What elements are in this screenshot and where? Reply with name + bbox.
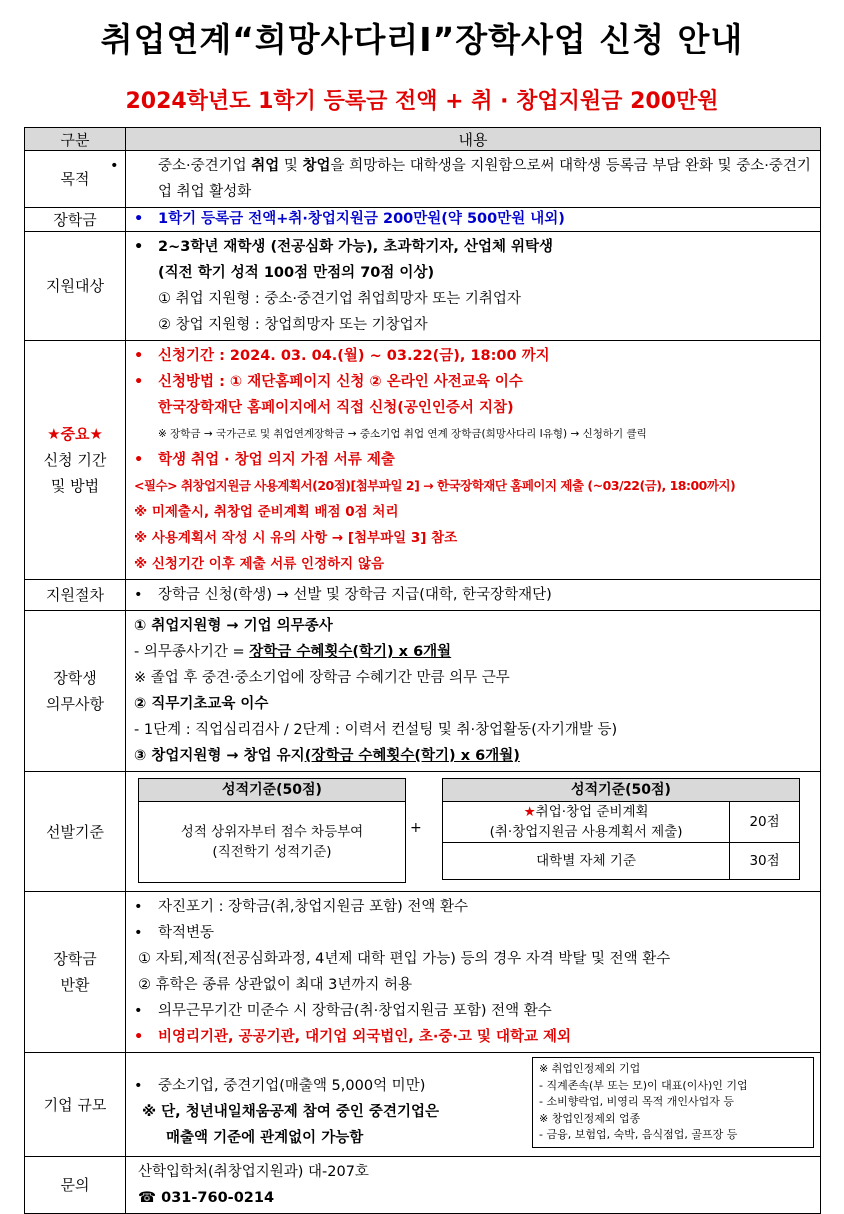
content-company [126, 1053, 821, 1157]
content-selection [126, 772, 821, 892]
selection-left-line-1: 성적 상위자부터 점수 차등부여 [180, 824, 364, 840]
application-label-2: 신청 기간 [43, 451, 107, 469]
row-obligation [25, 611, 821, 772]
selection-right-table [442, 778, 800, 880]
selection-plan-cell [443, 802, 730, 843]
refund-line-6: 비영리기관, 공공기관, 대기업 외국법인, 초·중·고 및 대학교 제외 [158, 1029, 572, 1045]
refund-line-3: ① 자퇴,제적(전공심화과정, 4년제 대학 편입 가능) 등의 경우 자격 박탈 및 전액 환수 [138, 951, 671, 967]
star-icon: ★ [523, 804, 536, 820]
obligation-line-6-bold: (장학금 수혜횟수(학기) x 6개월) [304, 748, 520, 764]
content-scholarship [126, 208, 821, 232]
obligation-label-2: 의무사항 [46, 695, 104, 713]
row-contact [25, 1157, 821, 1214]
refund-line-1: 자진포기 : 장학금(취,창업지원금 포함) 전액 환수 [158, 899, 468, 915]
application-method: 신청방법 : ① 재단홈페이지 신청 ② 온라인 사전교육 이수 [158, 374, 523, 390]
row-procedure [25, 580, 821, 611]
row-application [25, 341, 821, 580]
selection-plan-score: 20점 [730, 802, 800, 843]
company-line-1: 중소기업, 중견기업(매출액 5,000억 미만) [158, 1078, 426, 1094]
obligation-line-2-pre: - 의무종사기간 = [134, 644, 250, 660]
obligation-label-1: 장학생 [53, 669, 97, 687]
note-line-3: - 소비향락업, 비영리 목적 개인사업자 등 [539, 1095, 734, 1108]
label-scholarship: 장학금 [25, 208, 126, 232]
note-line-5: - 금융, 보험업, 숙박, 음식점업, 골프장 등 [539, 1128, 738, 1141]
content-purpose [126, 151, 821, 208]
application-required: <필수> 취창업지원금 사용계획서(20점)[첨부파일 2] → 한국장학재단 홈페이지 제출 (~03/22(금), 18:00까지) [134, 478, 736, 493]
note-line-2: - 직계존속(부 또는 모)이 대표(이사)인 기업 [539, 1078, 748, 1092]
company-line-3: 매출액 기준에 관계없이 가능함 [166, 1130, 364, 1146]
important-label: ★중요★ [47, 425, 103, 443]
row-refund [25, 892, 821, 1053]
content-eligibility [126, 232, 821, 341]
row-scholarship [25, 208, 821, 232]
obligation-line-4: ② 직무기초교육 이수 [134, 696, 269, 712]
purpose-bold-2: 창업 [302, 158, 331, 174]
application-note-1: ※ 미제출시, 취창업 준비계획 배점 0점 처리 [134, 504, 399, 520]
obligation-line-3: ※ 졸업 후 중견·중소기업에 장학금 수혜기간 만큼 의무 근무 [134, 670, 510, 686]
contact-phone[interactable]: 031-760-0214 [161, 1190, 275, 1206]
content-application [126, 341, 821, 580]
scholarship-text: 1학기 등록금 전액+취·창업지원금 200만원(약 500만원 내외) [158, 211, 565, 227]
application-docs: 학생 취업 · 창업 의지 가점 서류 제출 [158, 452, 395, 468]
page-title: 취업연계“희망사다리Ⅰ”장학사업 신청 안내 [100, 20, 744, 59]
obligation-line-1: ① 취업지원형 → 기업 의무종사 [134, 618, 333, 634]
selection-plan-line-1: 취업·창업 준비계획 [535, 804, 649, 820]
application-label-3: 및 방법 [50, 477, 100, 495]
label-purpose: 목적 [25, 151, 126, 208]
application-note-3: ※ 신청기간 이후 제출 서류 인정하지 않음 [134, 556, 384, 572]
exclusion-note-box [532, 1057, 814, 1148]
label-application [25, 341, 126, 580]
table-header-row [25, 128, 821, 151]
obligation-line-5: - 1단계 : 직업심리검사 / 2단계 : 이력서 컨설팅 및 취·창업활동(자기개발 등) [134, 722, 618, 738]
application-method-2: 한국장학재단 홈페이지에서 직접 신청(공인인증서 지참) [158, 400, 514, 416]
selection-right-header: 성적기준(50점) [443, 779, 800, 802]
note-line-1: ※ 취업인정제외 기업 [539, 1062, 641, 1075]
page-subtitle: 2024학년도 1학기 등록금 전액 + 취 · 창업지원금 200만원 [125, 89, 719, 114]
content-obligation [126, 611, 821, 772]
eligibility-line-1: 2~3학년 재학생 (전공심화 가능), 초과학기자, 산업체 위탁생 [158, 239, 554, 255]
selection-left-line-2: (직전학기 성적기준) [212, 844, 332, 860]
selection-univ-score: 30점 [730, 843, 800, 880]
obligation-line-6-pre: ③ 창업지원형 → 창업 유지 [134, 748, 305, 764]
info-table [24, 127, 821, 1214]
label-selection: 선발기준 [25, 772, 126, 892]
label-company: 기업 규모 [25, 1053, 126, 1157]
selection-plan-line-2: (취·창업지원금 사용계획서 제출) [489, 824, 683, 840]
header-label: 구분 [25, 128, 126, 151]
purpose-bold-1: 취업 [251, 158, 280, 174]
row-company [25, 1053, 821, 1157]
purpose-text-post: 을 희망하는 대학생을 지원함으로써 대학생 등록금 부담 완화 및 중소·중견기업 취업 활성화 [158, 158, 811, 200]
selection-univ-cell: 대학별 자체 기준 [443, 843, 730, 880]
application-path: ※ 장학금 → 국가근로 및 취업연계장학금 → 중소기업 취업 연계 장학금(희망사다리 Ⅰ유형) → 신청하기 클릭 [158, 428, 647, 440]
note-line-4: ※ 창업인정제외 업종 [539, 1111, 641, 1125]
application-period: 신청기간 : 2024. 03. 04.(월) ~ 03.22(금), 18:00 까지 [158, 348, 550, 364]
label-refund [25, 892, 126, 1053]
refund-label-1: 장학금 [53, 950, 97, 968]
purpose-text-mid: 및 [279, 158, 303, 174]
selection-left-header: 성적기준(50점) [139, 779, 406, 802]
refund-line-5: 의무근무기간 미준수 시 장학금(취·창업지원금 포함) 전액 환수 [158, 1003, 552, 1019]
refund-label-2: 반환 [60, 976, 90, 994]
row-selection [25, 772, 821, 892]
header-content: 내용 [126, 128, 821, 151]
obligation-line-2-bold: 장학금 수혜횟수(학기) x 6개월 [249, 644, 452, 660]
plus-sign: + [410, 820, 422, 836]
label-contact: 문의 [25, 1157, 126, 1214]
refund-line-2: 학적변동 [158, 925, 215, 941]
row-eligibility [25, 232, 821, 341]
refund-line-4: ② 휴학은 종류 상관없이 최대 3년까지 허용 [138, 977, 412, 993]
label-obligation [25, 611, 126, 772]
phone-icon: ☎ [138, 1190, 157, 1206]
content-contact [126, 1157, 821, 1214]
contact-office: 산학입학처(취창업지원과) 대-207호 [138, 1164, 369, 1180]
label-eligibility: 지원대상 [25, 232, 126, 341]
application-note-2: ※ 사용계획서 작성 시 유의 사항 → [첨부파일 3] 참조 [134, 530, 458, 546]
procedure-text: 장학금 신청(학생) → 선발 및 장학금 지급(대학, 한국장학재단) [158, 587, 552, 603]
selection-left-body [139, 802, 406, 883]
company-line-2: ※ 단, 청년내일채움공제 참여 중인 중견기업은 [142, 1104, 439, 1120]
eligibility-line-3: ① 취업 지원형 : 중소·중견기업 취업희망자 또는 기취업자 [158, 291, 521, 307]
selection-left-table [138, 778, 406, 883]
purpose-text-pre: 중소·중견기업 [158, 158, 252, 174]
label-procedure: 지원절차 [25, 580, 126, 611]
row-purpose [25, 151, 821, 208]
content-procedure [126, 580, 821, 611]
eligibility-line-4: ② 창업 지원형 : 창업희망자 또는 기창업자 [158, 317, 428, 333]
eligibility-line-2: (직전 학기 성적 100점 만점의 70점 이상) [158, 265, 435, 281]
content-refund [126, 892, 821, 1053]
